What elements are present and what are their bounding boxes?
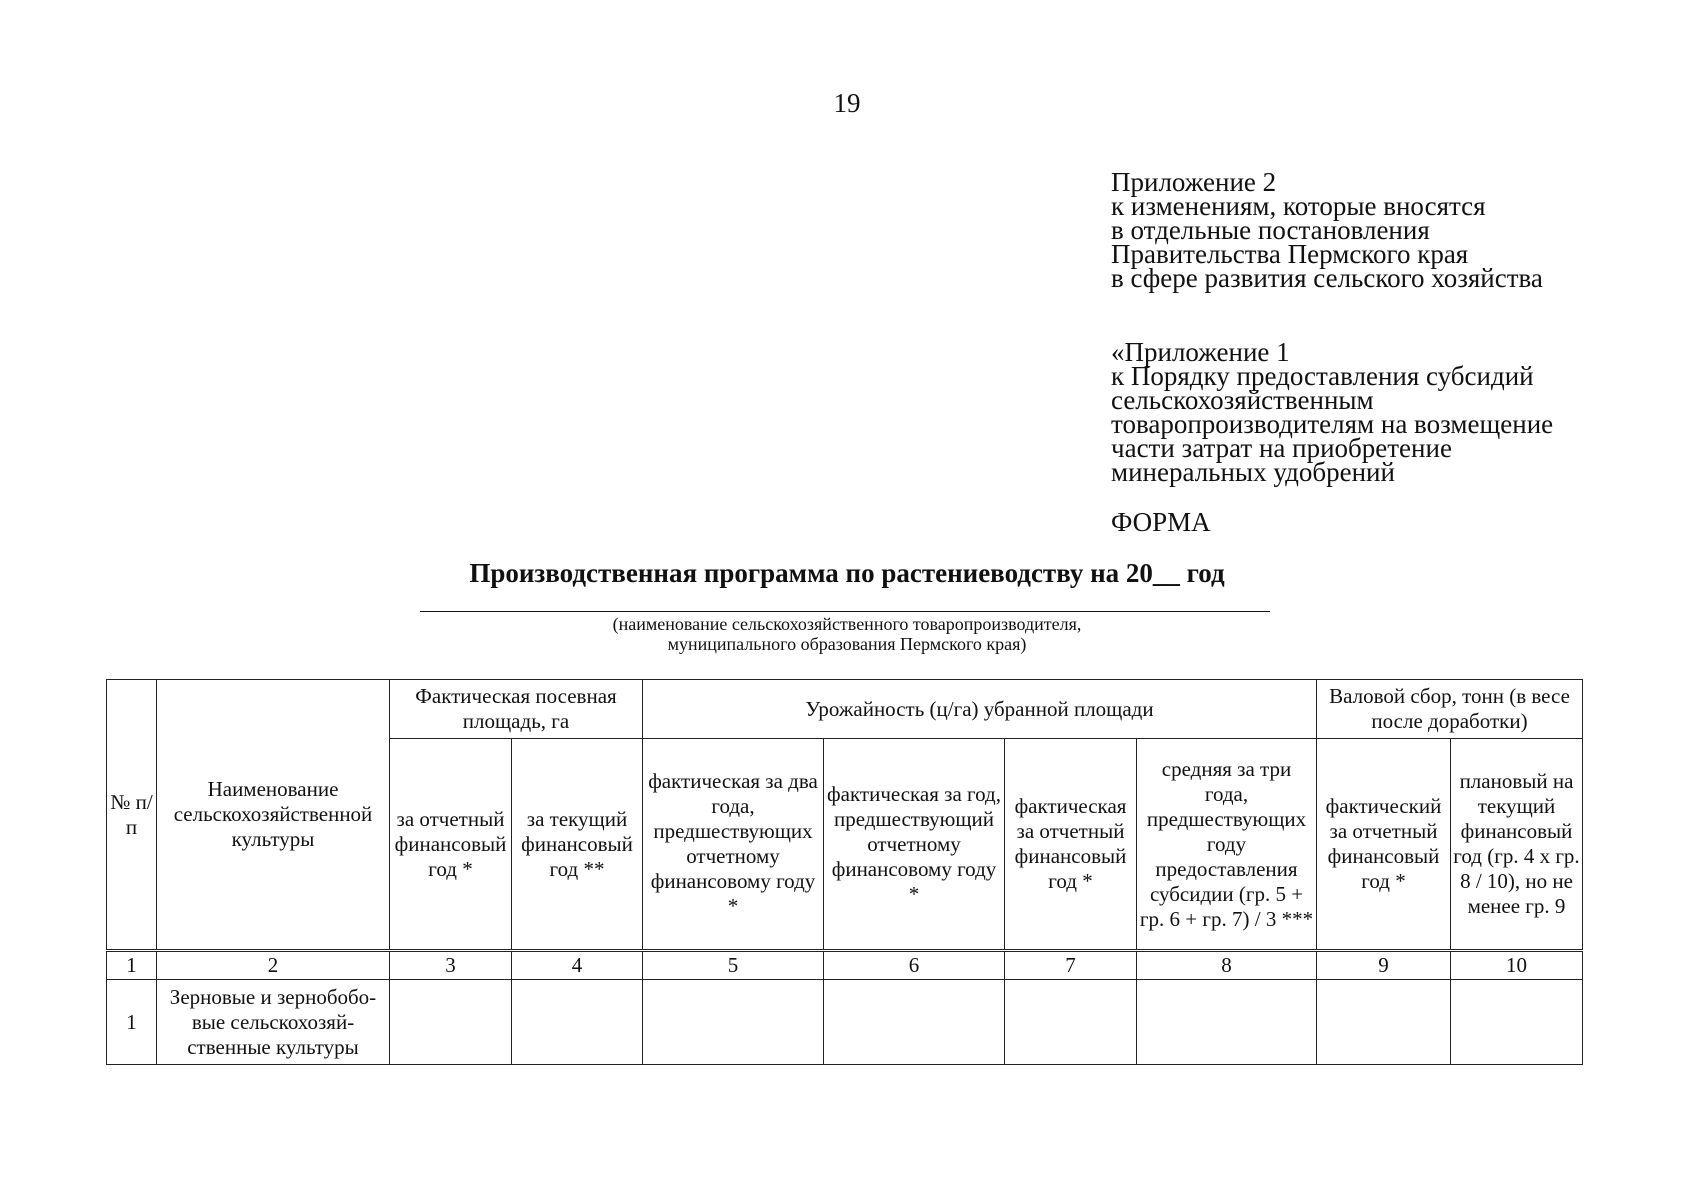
table-cell: [1137, 980, 1317, 1065]
table-cell: [1005, 980, 1137, 1065]
page-number: 19: [833, 88, 861, 118]
table-cell: [643, 980, 824, 1065]
subheader-yield-previous-year: фактическая за год, предшествующий отчетному финансовому году *: [824, 739, 1005, 951]
header-culture: Наименование сельскохозяйственной культуры: [157, 680, 390, 951]
subheader-area-current-year: за текущий финансовый год **: [512, 739, 643, 951]
row-culture-name: Зерновые и зернобобо-вые сельскохозяй-ственные культуры: [157, 980, 390, 1065]
column-number: 3: [390, 951, 512, 980]
document-title: Производственная программа по растениеводству на 20__ год: [469, 558, 1225, 588]
table-cell: [1451, 980, 1583, 1065]
subheader-yield-two-years: фактическая за два года, предшествующих отчетному финансовому году *: [643, 739, 824, 951]
appendix-1-line: к Порядку предоставления субсидий: [1111, 361, 1534, 391]
column-number: 2: [157, 951, 390, 980]
appendix-2-line: Правительства Пермского края: [1111, 239, 1469, 269]
form-label: ФОРМА: [1111, 507, 1211, 537]
producer-caption: [0, 614, 1694, 654]
appendix-1-line: части затрат на приобретение: [1111, 433, 1452, 463]
appendix-2-line: в отдельные постановления: [1111, 215, 1430, 245]
subheader-yield-reporting-year: фактическая за отчетный финансовый год *: [1005, 739, 1137, 951]
appendix-2-line: к изменениям, которые вносятся: [1111, 191, 1486, 221]
column-number: 5: [643, 951, 824, 980]
appendix-2-line: в сфере развития сельского хозяйства: [1111, 263, 1543, 293]
appendix-1-line: товаропроизводителям на возмещение: [1111, 409, 1554, 439]
table-cell: [390, 980, 512, 1065]
table-cell: [1317, 980, 1451, 1065]
column-number: 7: [1005, 951, 1137, 980]
producer-caption-line: муниципального образования Пермского края): [667, 634, 1027, 654]
header-gross-harvest: Валовой сбор, тонн (в весе после доработки): [1317, 680, 1583, 739]
producer-name-line: [420, 611, 1270, 612]
column-number: 1: [107, 951, 157, 980]
subheader-yield-three-year-average: средняя за три года, предшествующих году предоставления субсидии (гр. 5 + гр. 6 + гр. 7) / 3 ***: [1137, 739, 1317, 951]
appendix-2-block: [1111, 167, 1543, 293]
table-cell: [512, 980, 643, 1065]
column-number: 4: [512, 951, 643, 980]
column-number: 10: [1451, 951, 1583, 980]
header-yield: Урожайность (ц/га) убранной площади: [643, 680, 1317, 739]
subheader-gross-planned: плановый на текущий финансовый год (гр. 4 х гр. 8 / 10), но не менее гр. 9: [1451, 739, 1583, 951]
appendix-1-line: «Приложение 1: [1111, 337, 1290, 367]
appendix-1-line: минеральных удобрений: [1111, 457, 1395, 487]
table-cell: [824, 980, 1005, 1065]
row-number: 1: [107, 980, 157, 1065]
producer-caption-line: (наименование сельскохозяйственного товаропроизводителя,: [612, 614, 1082, 634]
column-number: 6: [824, 951, 1005, 980]
table-row: [107, 980, 1583, 1065]
header-number: № п/п: [107, 680, 157, 951]
header-sown-area: Фактическая посевная площадь, га: [390, 680, 643, 739]
column-number: 9: [1317, 951, 1451, 980]
appendix-1-line: сельскохозяйственным: [1111, 385, 1374, 415]
appendix-1-block: [1111, 337, 1554, 487]
subheader-gross-reporting-year: фактический за отчетный финансовый год *: [1317, 739, 1451, 951]
production-program-table: [106, 679, 1583, 1065]
appendix-2-line: Приложение 2: [1111, 167, 1277, 197]
subheader-area-reporting-year: за отчетный финансовый год *: [390, 739, 512, 951]
column-number: 8: [1137, 951, 1317, 980]
